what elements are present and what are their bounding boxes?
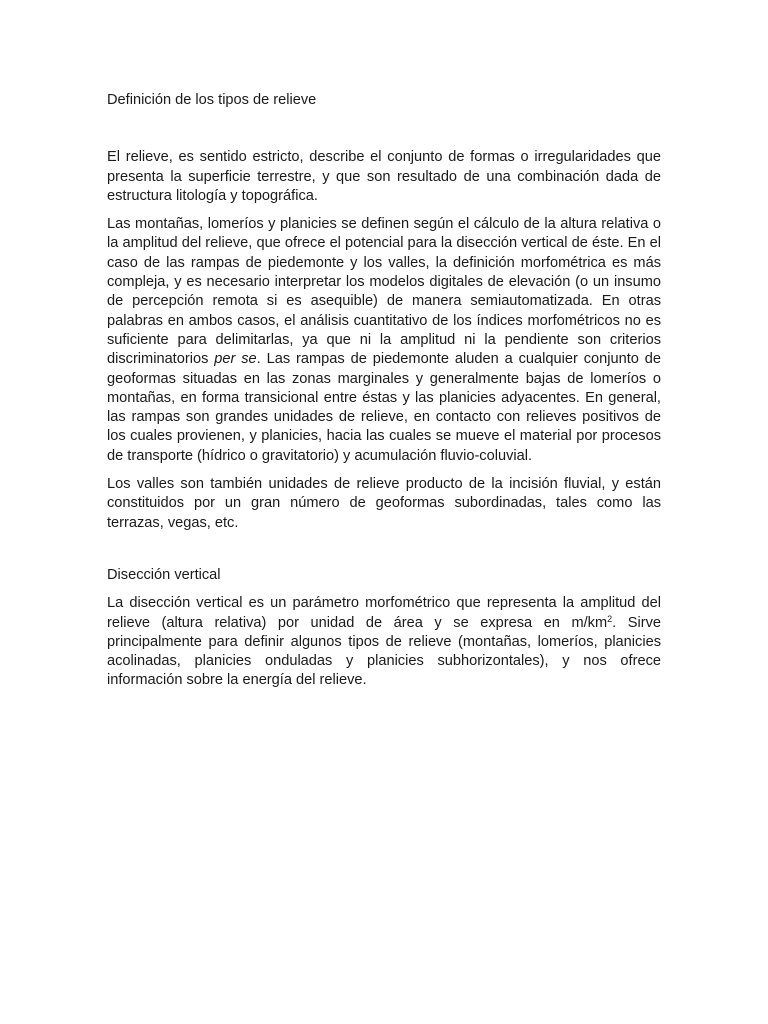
paragraph-text-part: . Las rampas de piedemonte aluden a cualquier conjunto de geoformas situadas en las zonas marginales y generalmente bajas de lomeríos o montañas, en forma transicional entre éstas y las planicies adyacentes. En general, las rampas son grandes unidades de relieve, en contacto con relieves positivos de los cuales provienen, y planicies, hacia las cuales se mueve el material por procesos de transporte (hídrico o gravitatorio) y acumulación fluvio-coluvial. — [107, 351, 661, 464]
italic-term: per se — [214, 351, 257, 368]
paragraph-relieve-definition: El relieve, es sentido estricto, describe el conjunto de formas o irregularidades que presenta la superficie terrestre, y que son resultado de una combinación dada de estructura litología y topográfica. — [107, 149, 661, 204]
paragraph-text-part: . Sirve principalmente para definir algunos tipos de relieve (montañas, lomeríos, planicies acolinadas, planicies onduladas y planicies subhorizontales), y nos ofrece información sobre la energía del relieve. — [107, 614, 662, 689]
paragraph-text-part: La disección vertical es un parámetro morfométrico que representa la amplitud del relieve (altura relativa) por unidad de área y se expresa en m/km — [107, 595, 661, 631]
section-title-diseccion-vertical: Disección vertical — [107, 566, 221, 583]
paragraph-text-part: Las montañas, lomeríos y planicies se definen según el cálculo de la altura relativa o la amplitud del relieve, que ofrece el potencial para la disección vertical de éste. En el caso de las rampas de piedemonte y los valles, la definición morfométrica es más compleja, y es necesario interpretar los modelos digitales de elevación (o un insumo de percepción remota si es asequible) de manera semiautomatizada. En otras palabras en ambos casos, el análisis cuantitativo de los índices morfométricos no es suficiente para delimitarlas, ya que ni la amplitud ni la pendiente son criterios discriminatorios — [107, 216, 661, 368]
paragraph-diseccion-vertical — [107, 594, 661, 690]
section-title-tipos-de-relieve: Definición de los tipos de relieve — [107, 92, 317, 108]
paragraph-valles: Los valles son también unidades de relieve producto de la incisión fluvial, y están constituidos por un gran número de geoformas subordinadas, tales como las terrazas, vegas, etc. — [107, 476, 661, 531]
paragraph-montanas-lomerios — [107, 215, 661, 466]
superscript: 2 — [607, 613, 613, 624]
document-page — [107, 91, 661, 700]
